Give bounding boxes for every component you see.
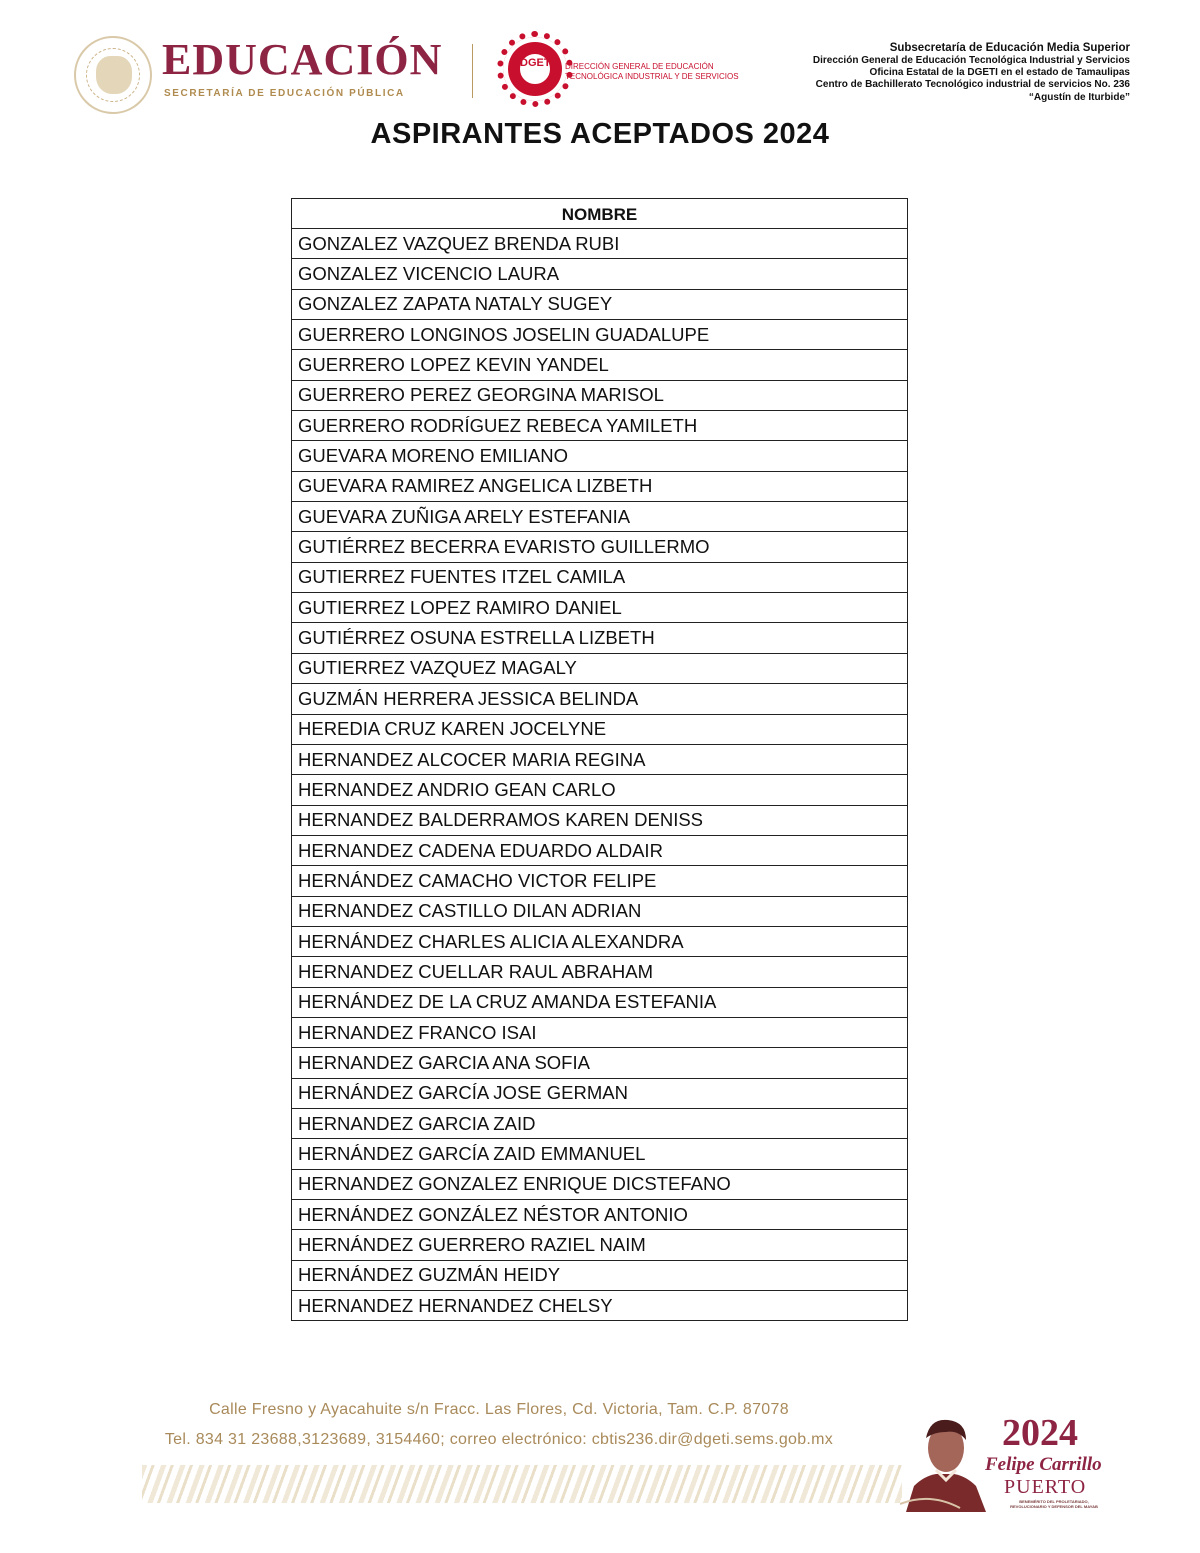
table-row xyxy=(292,1048,908,1078)
institution-line-5: “Agustín de Iturbide” xyxy=(1028,91,1130,103)
applicant-name-cell: HERNANDEZ ANDRIO GEAN CARLO xyxy=(292,775,908,805)
applicant-name-cell: HERNANDEZ GARCIA ANA SOFIA xyxy=(292,1048,908,1078)
table-row xyxy=(292,289,908,319)
table-row xyxy=(292,1230,908,1260)
accepted-applicants-table xyxy=(291,198,908,1321)
institution-line-1: Subsecretaría de Educación Media Superior xyxy=(889,42,1130,54)
applicant-name-cell: HERNANDEZ CADENA EDUARDO ALDAIR xyxy=(292,835,908,865)
applicant-name-cell: HERNANDEZ GARCIA ZAID xyxy=(292,1108,908,1138)
table-row xyxy=(292,1291,908,1321)
applicant-name-cell: HERNÁNDEZ CHARLES ALICIA ALEXANDRA xyxy=(292,926,908,956)
table-row xyxy=(292,441,908,471)
applicant-name-cell: HERNANDEZ ALCOCER MARIA REGINA xyxy=(292,744,908,774)
applicant-name-cell: GUERRERO PEREZ GEORGINA MARISOL xyxy=(292,380,908,410)
year-logo: 2024 xyxy=(1002,1412,1078,1454)
table-row xyxy=(292,380,908,410)
table-row xyxy=(292,835,908,865)
dgeti-caption xyxy=(565,62,755,82)
applicant-name-cell: GUERRERO LONGINOS JOSELIN GUADALUPE xyxy=(292,320,908,350)
applicant-name-cell: GUTIERREZ VAZQUEZ MAGALY xyxy=(292,653,908,683)
table-row xyxy=(292,714,908,744)
institution-line-2: Dirección General de Educación Tecnológica Industrial y Servicios xyxy=(812,55,1130,66)
applicant-name-cell: HERNÁNDEZ GUERRERO RAZIEL NAIM xyxy=(292,1230,908,1260)
table-row xyxy=(292,1108,908,1138)
applicant-name-cell: HERNÁNDEZ GUZMÁN HEIDY xyxy=(292,1260,908,1290)
footer-decorative-pattern xyxy=(142,1465,902,1503)
applicant-name-cell: HERNÁNDEZ GARCÍA ZAID EMMANUEL xyxy=(292,1139,908,1169)
table-row xyxy=(292,350,908,380)
dgeti-gear-logo-icon xyxy=(503,37,567,101)
mexican-seal-icon xyxy=(74,36,152,114)
applicant-name-cell: GUTIÉRREZ OSUNA ESTRELLA LIZBETH xyxy=(292,623,908,653)
applicant-name-cell: GUTIERREZ LOPEZ RAMIRO DANIEL xyxy=(292,593,908,623)
table-row xyxy=(292,229,908,259)
table-body xyxy=(292,229,908,1321)
table-row xyxy=(292,259,908,289)
applicant-name-cell: HERNANDEZ BALDERRAMOS KAREN DENISS xyxy=(292,805,908,835)
table-row xyxy=(292,623,908,653)
applicant-name-cell: GONZALEZ VAZQUEZ BRENDA RUBI xyxy=(292,229,908,259)
applicant-name-cell: GUZMÁN HERRERA JESSICA BELINDA xyxy=(292,684,908,714)
table-row xyxy=(292,1139,908,1169)
applicant-name-cell: HERNANDEZ CASTILLO DILAN ADRIAN xyxy=(292,896,908,926)
table-row xyxy=(292,411,908,441)
applicant-name-cell: GUERRERO LOPEZ KEVIN YANDEL xyxy=(292,350,908,380)
applicant-name-cell: HERNANDEZ CUELLAR RAUL ABRAHAM xyxy=(292,957,908,987)
applicant-name-cell: GUTIERREZ FUENTES ITZEL CAMILA xyxy=(292,562,908,592)
dgeti-logo-text: DGETI xyxy=(517,51,553,87)
institution-block xyxy=(813,41,1130,104)
table-row xyxy=(292,502,908,532)
applicant-name-cell: HERNÁNDEZ DE LA CRUZ AMANDA ESTEFANIA xyxy=(292,987,908,1017)
table-row xyxy=(292,1260,908,1290)
institution-line-3: Oficina Estatal de la DGETI en el estado de Tamaulipas xyxy=(869,67,1130,79)
table-row xyxy=(292,1078,908,1108)
table-row xyxy=(292,320,908,350)
year-logo-name: Felipe Carrillo xyxy=(985,1454,1102,1475)
table-row xyxy=(292,532,908,562)
table-row xyxy=(292,957,908,987)
institution-line-4: Centro de Bachillerato Tecnológico industrial de servicios No. 236 xyxy=(815,79,1130,91)
applicant-name-cell: HERNÁNDEZ CAMACHO VICTOR FELIPE xyxy=(292,866,908,896)
table-row xyxy=(292,562,908,592)
applicant-name-cell: HERNANDEZ GONZALEZ ENRIQUE DICSTEFANO xyxy=(292,1169,908,1199)
footer-contact: Tel. 834 31 23688,3123689, 3154460; correo electrónico: cbtis236.dir@dgeti.sems.gob.mx xyxy=(164,1431,834,1448)
year-logo-surname: PUERTO xyxy=(1004,1476,1087,1498)
applicant-name-cell: GONZALEZ VICENCIO LAURA xyxy=(292,259,908,289)
applicant-name-cell: HERNÁNDEZ GARCÍA JOSE GERMAN xyxy=(292,1078,908,1108)
education-title: EDUCACIÓN xyxy=(162,35,443,84)
table-row xyxy=(292,593,908,623)
seal-eagle xyxy=(96,56,132,94)
table-row xyxy=(292,1169,908,1199)
table-row xyxy=(292,744,908,774)
year-logo-caption: BENEMÉRITO DEL PROLETARIADO, REVOLUCIONARIO Y DEFENSOR DEL MAYAB xyxy=(1010,1499,1098,1509)
page-title: ASPIRANTES ACEPTADOS 2024 xyxy=(370,118,830,150)
table-row xyxy=(292,1200,908,1230)
applicant-name-cell: GUEVARA ZUÑIGA ARELY ESTEFANIA xyxy=(292,502,908,532)
applicant-name-cell: HEREDIA CRUZ KAREN JOCELYNE xyxy=(292,714,908,744)
dgeti-caption-line2: TECNOLÓGICA INDUSTRIAL Y DE SERVICIOS xyxy=(565,72,739,81)
education-subtitle: SECRETARÍA DE EDUCACIÓN PÚBLICA xyxy=(164,88,405,99)
table-row xyxy=(292,866,908,896)
table-row xyxy=(292,684,908,714)
table-row xyxy=(292,896,908,926)
table-row xyxy=(292,775,908,805)
table-row xyxy=(292,805,908,835)
header-divider xyxy=(472,44,473,98)
applicant-name-cell: HERNANDEZ FRANCO ISAI xyxy=(292,1017,908,1047)
footer-address: Calle Fresno y Ayacahuite s/n Fracc. Las Flores, Cd. Victoria, Tam. C.P. 87078 xyxy=(209,1401,789,1418)
table-row xyxy=(292,1017,908,1047)
table-header-row xyxy=(292,199,908,229)
applicant-name-cell: HERNANDEZ HERNANDEZ CHELSY xyxy=(292,1291,908,1321)
table-row xyxy=(292,653,908,683)
applicant-name-cell: GONZALEZ ZAPATA NATALY SUGEY xyxy=(292,289,908,319)
applicant-name-cell: GUEVARA MORENO EMILIANO xyxy=(292,441,908,471)
applicant-name-cell: HERNÁNDEZ GONZÁLEZ NÉSTOR ANTONIO xyxy=(292,1200,908,1230)
table-row xyxy=(292,471,908,501)
dgeti-caption-line1: DIRECCIÓN GENERAL DE EDUCACIÓN xyxy=(565,62,714,71)
table-row xyxy=(292,926,908,956)
portrait-icon xyxy=(900,1412,990,1512)
applicant-name-cell: GUERRERO RODRÍGUEZ REBECA YAMILETH xyxy=(292,411,908,441)
applicant-name-cell: GUTIÉRREZ BECERRA EVARISTO GUILLERMO xyxy=(292,532,908,562)
column-header-nombre: NOMBRE xyxy=(292,199,908,229)
applicant-name-cell: GUEVARA RAMIREZ ANGELICA LIZBETH xyxy=(292,471,908,501)
table-row xyxy=(292,987,908,1017)
